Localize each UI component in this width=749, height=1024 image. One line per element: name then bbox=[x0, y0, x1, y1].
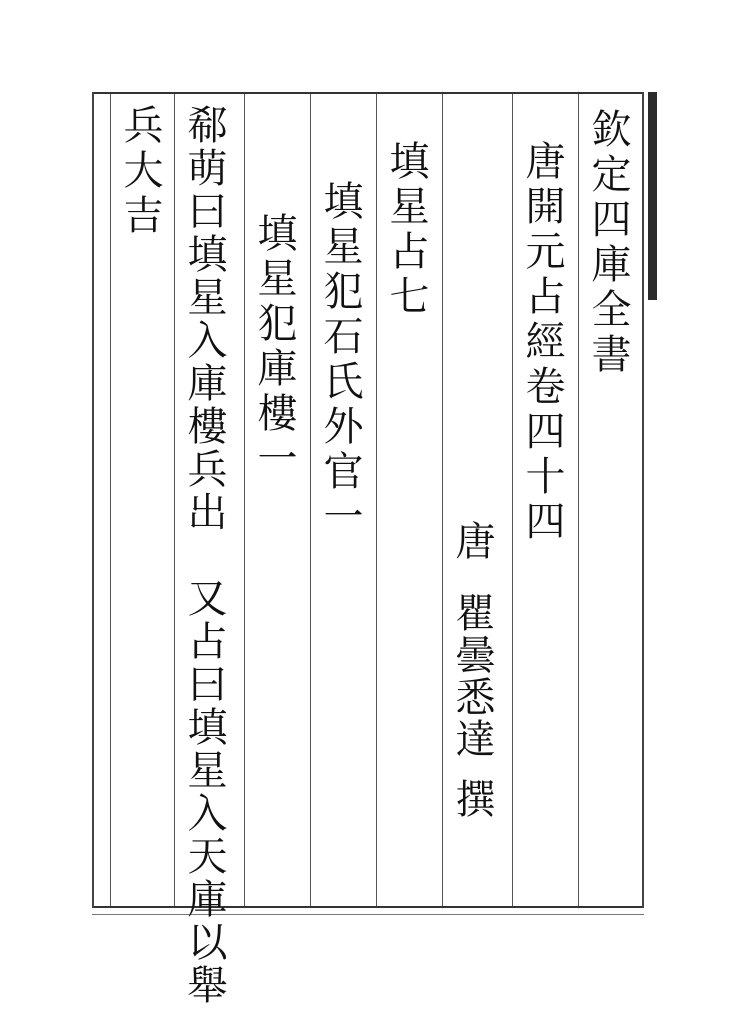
frame-right-border bbox=[642, 92, 644, 908]
book-title-line: 唐開元占經卷四十四 bbox=[519, 140, 565, 545]
spine-bar bbox=[648, 92, 657, 300]
body-text-line: 兵大吉 bbox=[117, 104, 163, 239]
entry-heading: 填星犯石氏外官一 bbox=[317, 180, 363, 540]
body-text-line: 郗萌曰填星入庫樓兵出 又占曰填星入天庫以舉 bbox=[181, 104, 227, 1007]
column-divider bbox=[174, 94, 175, 906]
column-divider bbox=[244, 94, 245, 906]
column-divider bbox=[310, 94, 311, 906]
frame-bottom-border bbox=[92, 906, 644, 908]
dynasty-label: 唐 bbox=[449, 520, 495, 565]
entry-heading: 填星犯庫樓一 bbox=[251, 212, 297, 482]
author-role: 撰 bbox=[449, 778, 495, 823]
collection-title: 欽定四庫全書 bbox=[585, 108, 631, 378]
column-divider bbox=[512, 94, 513, 906]
author-name: 瞿曇悉達 bbox=[449, 592, 495, 760]
column-divider bbox=[376, 94, 377, 906]
column-divider bbox=[442, 94, 443, 906]
column-divider bbox=[110, 94, 111, 906]
section-heading: 填星占七 bbox=[383, 140, 429, 320]
column-divider bbox=[578, 94, 579, 906]
frame-left-border bbox=[92, 92, 94, 908]
frame-bottom-border-inner bbox=[92, 914, 644, 915]
